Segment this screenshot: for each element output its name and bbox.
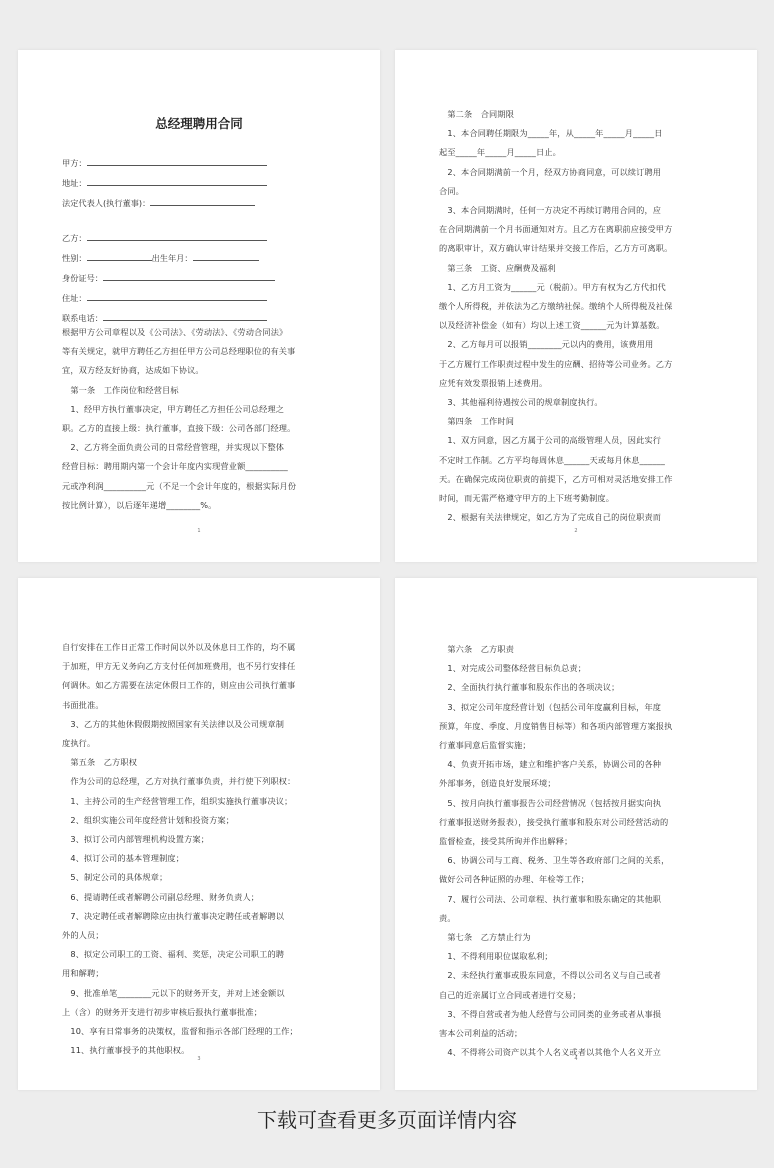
body-line: 4、不得将公司资产以其个人名义或者以其他个人名义开立 xyxy=(439,1047,662,1058)
body-line: 第四条 工作时间 xyxy=(439,416,515,427)
page-number: 1 xyxy=(197,528,201,534)
body-line: 自行安排在工作日正常工作时间以外以及休息日工作的，均不属 xyxy=(62,642,296,652)
body-line: 3、不得自营或者为他人经营与公司同类的业务或者从事损 xyxy=(439,1008,662,1019)
address-a-field: 地址： xyxy=(62,176,267,189)
body-line: 3、其他福利待遇按公司的规章制度执行。 xyxy=(439,397,603,408)
body-line: 1、经甲方执行董事决定，甲方聘任乙方担任公司总经理之 xyxy=(62,403,285,414)
body-line: 做好公司各种证照的办理、年检等工作； xyxy=(439,874,590,885)
body-line: 宜，双方经友好协商，达成如下协议。 xyxy=(62,365,204,376)
body-line: 度执行。 xyxy=(62,738,96,749)
body-line: 害本公司利益的活动； xyxy=(439,1028,523,1039)
body-line: 职。乙方的直接上级：执行董事，直接下级：公司各部门经理。 xyxy=(62,423,296,434)
body-line: 6、协调公司与工商、税务、卫生等各政府部门之间的关系， xyxy=(439,855,670,866)
page-2-body xyxy=(439,105,725,527)
body-line: 1、不得利用职位谋取私利； xyxy=(439,951,553,962)
body-line: 起至_____年_____月_____日止。 xyxy=(439,147,562,158)
body-line: 11、执行董事授予的其他职权。 xyxy=(62,1045,190,1056)
document-page-3 xyxy=(18,578,380,1090)
body-line: 1、对完成公司整体经营目标负总责； xyxy=(439,663,587,674)
body-line: 9、批准单笔________元以下的财务开支，并对上述金额以 xyxy=(62,987,285,998)
body-line: 元或净利润__________元（不足一个会计年度的，根据实际月份 xyxy=(62,480,297,491)
body-line: 第六条 乙方职责 xyxy=(439,644,515,654)
page-number: 4 xyxy=(574,1056,578,1062)
id-number-field: 身份证号： xyxy=(62,271,275,284)
body-line: 2、未经执行董事或股东同意，不得以公司名义与自己或者 xyxy=(439,970,662,981)
body-line: 监督检查，接受其所询并作出解释； xyxy=(439,836,573,847)
body-line: 行董事报送财务报表），接受执行董事和股东对公司经营活动的 xyxy=(439,816,669,827)
body-line: 4、拟订公司的基本管理制度； xyxy=(62,853,185,864)
body-line: 按比例计算），以后逐年递增________%。 xyxy=(62,499,217,510)
body-line: 时间，而无需严格遵守甲方的上下班考勤制度。 xyxy=(439,493,615,504)
body-line: 外的人员； xyxy=(62,930,104,941)
body-line: 等有关规定，就甲方聘任乙方担任甲方公司总经理职位的有关事 xyxy=(62,346,296,357)
document-page-4 xyxy=(395,578,757,1090)
body-line: 经营目标：聘用期内第一个会计年度内实现营业额__________ xyxy=(62,461,288,472)
document-page-2 xyxy=(395,50,757,562)
body-line: 10、享有日常事务的决策权，监督和指示各部门经理的工作； xyxy=(62,1026,298,1037)
body-line: 第五条 乙方职权 xyxy=(62,757,138,768)
body-line: 3、拟订公司内部管理机构设置方案； xyxy=(62,834,210,845)
body-line: 2、组织实施公司年度经营计划和投资方案； xyxy=(62,814,235,825)
page-4-body xyxy=(439,640,725,1062)
body-line: 作为公司的总经理，乙方对执行董事负责，并行使下列职权： xyxy=(62,776,296,787)
party-a-field: 甲方： xyxy=(62,156,267,169)
gender-field: 性别： 出生年月： xyxy=(62,251,259,264)
page-number: 2 xyxy=(574,528,578,534)
contract-title: 总经理聘用合同 xyxy=(155,116,243,131)
legal-rep-field: 法定代表人(执行董事)： xyxy=(62,196,255,209)
body-line: 何调休。如乙方需要在法定休假日工作的，则应由公司执行董事 xyxy=(62,680,296,691)
body-line: 1、双方同意，因乙方属于公司的高级管理人员，因此实行 xyxy=(439,435,662,446)
party-b-field: 乙方： xyxy=(62,231,267,244)
body-line: 3、拟定公司年度经营计划（包括公司年度赢利目标，年度 xyxy=(439,701,662,712)
body-line: 1、主持公司的生产经营管理工作，组织实施执行董事决议； xyxy=(62,795,293,806)
body-line: 1、乙方月工资为______元（税前）。甲方有权为乙方代扣代 xyxy=(439,281,666,292)
residence-field: 住址： xyxy=(62,291,267,304)
body-line: 2、乙方每月可以报销________元以内的费用，该费用用 xyxy=(439,339,654,350)
body-line: 外部事务，创造良好发展环境； xyxy=(439,778,556,789)
page-number: 3 xyxy=(197,1056,201,1062)
document-page-1 xyxy=(18,50,380,562)
body-line: 书面批准。 xyxy=(62,699,104,710)
body-line: 7、决定聘任或者解聘除应由执行董事决定聘任或者解聘以 xyxy=(62,910,285,921)
body-line: 6、提请聘任或者解聘公司副总经理、财务负责人； xyxy=(62,891,260,902)
body-line: 用和解聘； xyxy=(62,968,104,979)
body-line: 5、按月向执行董事报告公司经营情况（包括按月据实向执 xyxy=(439,797,662,808)
body-line: 第三条 工资、应酬费及福利 xyxy=(439,262,556,273)
body-line: 3、本合同期满时，任何一方决定不再续订聘用合同的，应 xyxy=(439,205,662,216)
body-line: 的离职审计，双方确认审计结果并交接工作后，乙方方可离职。 xyxy=(439,243,673,254)
body-line: 4、负责开拓市场，建立和维护客户关系，协调公司的各种 xyxy=(439,759,662,770)
body-line: 以及经济补偿金（如有）均以上述工资______元为计算基数。 xyxy=(439,320,665,331)
body-line: 3、乙方的其他休假假期按照国家有关法律以及公司规章制 xyxy=(62,718,285,729)
body-line: 2、全面执行执行董事和股东作出的各项决议； xyxy=(439,682,620,693)
body-line: 第二条 合同期限 xyxy=(439,109,515,119)
body-line: 合同。 xyxy=(439,185,465,196)
phone-field: 联系电话： xyxy=(62,311,267,324)
body-line: 于加班，甲方无义务向乙方支付任何加班费用，也不另行安排任 xyxy=(62,661,296,672)
body-line: 缴个人所得税，并依法为乙方缴纳社保。缴纳个人所得税及社保 xyxy=(439,301,673,312)
body-line: 1、本合同聘任期限为_____年，从_____年_____月_____日 xyxy=(439,128,663,139)
page-1-body xyxy=(62,323,348,515)
body-line: 行董事同意后监督实施； xyxy=(439,740,531,751)
body-line: 根据甲方公司章程以及《公司法》、《劳动法》、《劳动合同法》 xyxy=(62,327,288,337)
body-line: 第七条 乙方禁止行为 xyxy=(439,932,531,943)
body-line: 7、履行公司法、公司章程、执行董事和股东确定的其他职 xyxy=(439,893,662,904)
page-3-body xyxy=(62,638,348,1060)
body-line: 8、拟定公司职工的工资、福利、奖惩，决定公司职工的聘 xyxy=(62,949,285,960)
body-line: 5、制定公司的具体规章； xyxy=(62,872,168,883)
body-line: 预算，年度、季度、月度销售目标等）和各项内部管理方案报执 xyxy=(439,720,673,731)
body-line: 在合同期满前一个月书面通知对方。且乙方在离职前应接受甲方 xyxy=(439,224,673,235)
footer-caption: 下载可查看更多页面详情内容 xyxy=(257,1108,517,1132)
body-line: 第一条 工作岗位和经营目标 xyxy=(62,384,179,395)
body-line: 上（含）的财务开支进行初步审核后报执行董事批准； xyxy=(62,1006,263,1017)
body-line: 于乙方履行工作职责过程中发生的应酬、招待等公司业务。乙方 xyxy=(439,358,673,369)
body-line: 责。 xyxy=(439,912,456,923)
body-line: 天。在确保完成岗位职责的前提下，乙方可相对灵活地安排工作 xyxy=(439,473,673,484)
body-line: 应凭有效发票报销上述费用。 xyxy=(439,377,548,388)
body-line: 2、乙方将全面负责公司的日常经营管理，并实现以下整体 xyxy=(62,442,285,453)
body-line: 2、根据有关法律规定，如乙方为了完成自己的岗位职责而 xyxy=(439,512,662,523)
body-line: 不定时工作制。乙方平均每周休息______天或每月休息______ xyxy=(439,454,666,465)
body-line: 自己的近亲属订立合同或者进行交易； xyxy=(439,989,581,1000)
body-line: 2、本合同期满前一个月，经双方协商同意，可以续订聘用 xyxy=(439,166,662,177)
